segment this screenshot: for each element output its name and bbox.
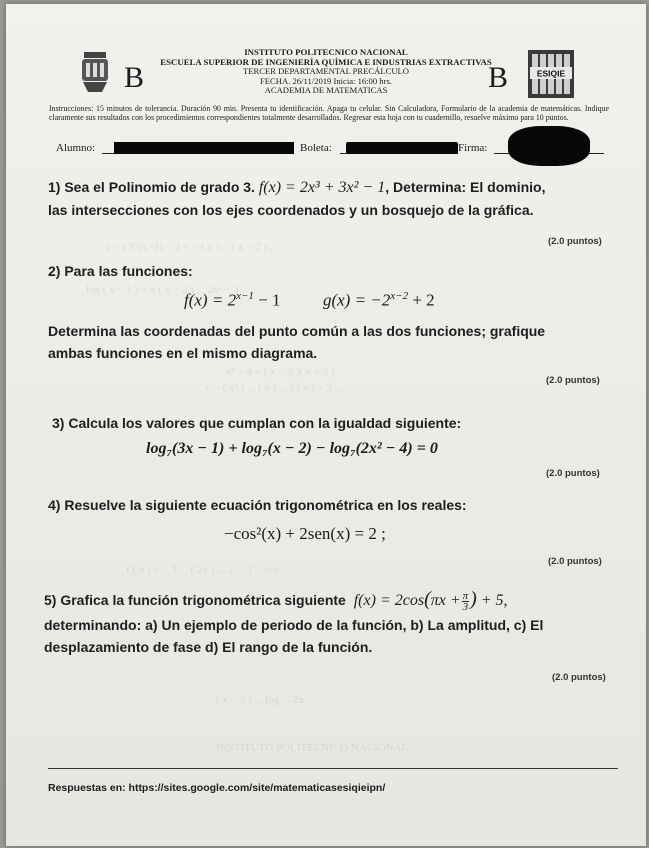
question-3-points: (2.0 puntos) [546,468,600,479]
question-1 [48,176,628,221]
esiqie-logo-icon [526,48,576,100]
question-2-line3: ambas funciones en el mismo diagrama. [48,345,318,361]
question-2-lead: 2) Para las funciones: [48,263,193,279]
footer-divider [48,768,618,769]
question-3-equation: log₇(3x − 1) + log₇(x − 2) − log₇(2x² − 4) = 0 [146,440,438,457]
institution-name: INSTITUTO POLITECNICO NACIONAL [244,47,408,57]
question-2-f-exponent: x−1 [236,290,254,302]
question-5-line3: desplazamiento de fase d) El rango de la función. [44,639,373,655]
instructions: Instrucciones: 15 minutos de tolerancia. Duración 90 min. Presenta tu identificación. Apaga tu celular. Sin Calculadora, Formulario de la academia de matemáticas. Indique claramente sus resultados con los procedimientos correspondientes totalmente desarrollados. Regresar esta hoja con tu cuadernillo, resuelve máximo para 10 puntos. [49,104,609,123]
question-5: 5) Grafica la función trigonométrica siguiente f(x) = 2cos(πx + $\frac{\pi}{3}$ ) + 5, determinando: a) Un ejemplo de periodo de la función, b) La amplitud, c) El desplazamiento de fase d) El rango de la función. [44,588,634,658]
exam-date: FECHA. 26/11/2019 Inicia: 16:00 hrs. [260,75,392,86]
alumno-redaction [114,142,294,154]
question-1-rest: , Determina: El dominio, [385,179,546,195]
question-1-function: f(x) = 2x³ + 3x² − 1 [258,179,386,196]
question-2-f: f(x) = 2 [184,290,237,310]
answers-link[interactable]: Respuestas en: https://sites.google.com/site/matematicasesiqieipn/ [48,782,386,794]
question-2-body [48,320,628,364]
question-1-line2: las intersecciones con los ejes coordenados y un bosquejo de la gráfica. [48,202,534,218]
question-5-fraction [462,591,470,612]
question-5-function-suffix: + 5, [480,592,508,609]
school-name: ESCUELA SUPERIOR DE INGENIERÍA QUÍMICA E INDUSTRIAS EXTRACTIVAS [160,56,492,67]
boleta-label: Boleta: [300,142,332,154]
question-2-functions [184,290,435,311]
firma-label: Firma: [458,142,488,154]
question-2-g-exponent: x−2 [390,290,409,302]
question-4-points: (2.0 puntos) [548,556,602,567]
question-5-lead: 5) Grafica la función trigonométrica siguiente [44,592,346,608]
question-5-function-prefix: f(x) = 2cos [353,592,425,609]
exam-title: TERCER DEPARTAMENTAL PRECÁLCULO [242,66,409,76]
question-5-line2: determinando: a) Un ejemplo de periodo de la función, b) La amplitud, c) El [44,617,544,633]
version-letter-right: B [488,61,509,94]
question-5-points: (2.0 puntos) [552,672,606,683]
question-3-lead: 3) Calcula los valores que cumplan con la igualdad siguiente: [52,415,462,431]
question-1-points: (2.0 puntos) [548,236,602,247]
question-2-g-tail: + 2 [408,290,435,310]
question-2-g: g(x) = −2 [322,290,391,310]
alumno-label: Alumno: [56,142,96,154]
question-4-equation: −cos²(x) + 2sen(x) = 2 ; [224,524,386,543]
question-2-points: (2.0 puntos) [546,375,600,386]
student-id-row [56,140,616,158]
esiqie-logo-text: ESIQIE [536,68,566,79]
boleta-redaction [346,142,458,154]
question-2-line2: Determina las coordenadas del punto común a las dos funciones; grafique [48,323,546,339]
question-2-f-tail: − 1 [253,290,281,310]
question-5-fraction-numerator: π [462,589,469,602]
firma-redaction [508,126,590,166]
question-5-fraction-denominator: 3 [462,600,469,613]
version-letter-left: B [124,61,145,94]
exam-sheet: B INSTITUTO POLITECNICO NACIONAL ESCUELA SUPERIOR DE INGENIERÍA QUÍMICA E INDUSTRIAS EXTRACTIVAS TERCER DEPARTAMENTAL PRECÁLCULO FECHA. 26/11/2019 Inicia: 16:00 hrs. ACADEMIA DE MATEMATICAS B ESIQIE Instrucciones: 15 minutos de tolerancia. Duración 90 min. Presenta tu identificación. Apaga tu celular. Sin Calculadora, Formulario de la academia de matemáticas. Indique claramente sus resultados con los procedimientos correspondientes totalmente desarrollados. Regresar esta hoja con tu cuadernillo, resuelve máximo para 10 puntos. Alumno: Boleta: Firma: ( − ) 3^(x−1) − 2 = − ( x ) ∴ ( x − 2 ) ... log ( x − 1 ) = x ( x − 2 ) ... 2x² − 4 x² − 4 = ( x − 2 )( x + 2 ) c − ( x² ) ... ( x ) ... f ( x ) − 3 ... f ( x ) = − 3 ... ( 2x ) ... 2 ... 1 − cos ... ( x − 2 ) ... log ... 2x ... INSTITUTO POLITECNICO NACIONAL 1) Sea el Polinomio de grado 3. f(x) = 2x³ + 3x² − 1, Determina: El dominio, las intersecciones con los ejes coordenados y un bosquejo de la gráfica. (2.0 puntos) 2) Para las funciones: $f(x) = 2^{x-1} - 1$ $g(x) = -2^{x-2} + 2$ Determina las coordenadas del punto común a las dos funciones; grafique ambas funciones en el mismo diagrama. (2.0 puntos) 3) Calcula los valores que cumplan con la igualdad siguiente: log₇(3x − 1) + log₇(x − 2) − log₇(2x² − 4) = 0 (2.0 puntos) 4) Resuelve la siguiente ecuación trigonométrica en los reales: −cos²(x) + 2sen(x) = 2 ; (2.0 puntos) 5) Grafica la función trigonométrica siguiente f(x) = 2cos(πx + $\frac{\pi}{3}$ ) + 5, determinando: a) Un ejemplo de periodo de la función, b) La amplitud, c) El desplazamiento de fase d) El rango de la función. (2.0 puntos) Respuestas en: https://sites.google.com/site/matematicasesiqieipn/ [6,4,646,846]
academy-name: ACADEMIA DE MATEMATICAS [264,85,388,95]
question-5-function-inner: πx + [430,592,461,609]
question-4-lead: 4) Resuelve la siguiente ecuación trigonométrica en los reales: [48,497,467,513]
question-1-lead: 1) Sea el Polinomio de grado 3. [48,179,255,195]
